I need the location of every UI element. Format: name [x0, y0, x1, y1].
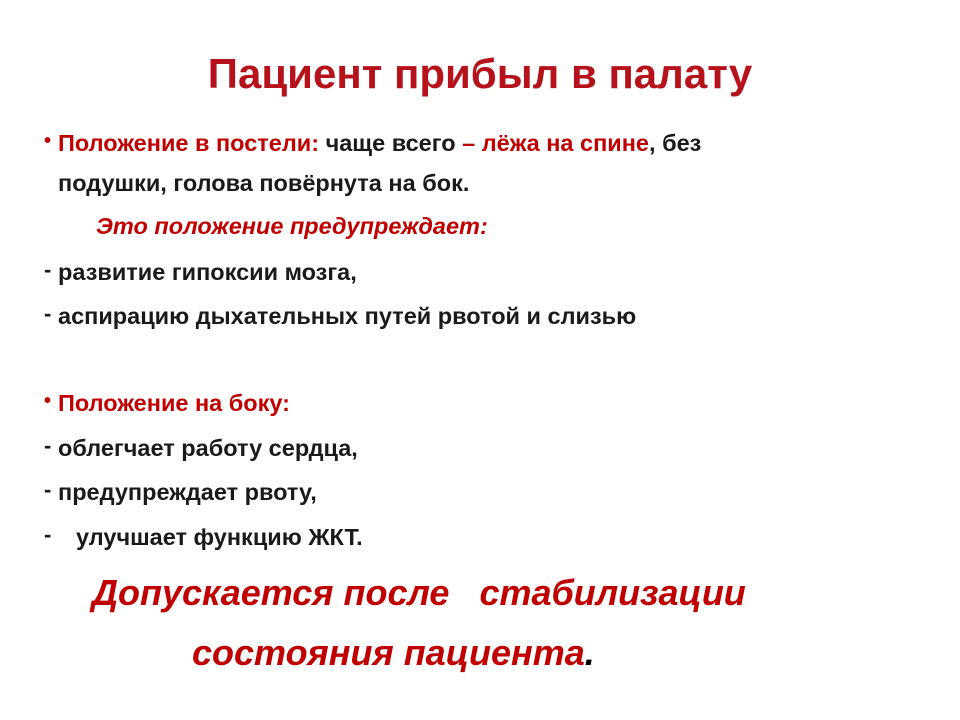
section1-text-b: – лёжа на спине	[462, 130, 650, 156]
section1-heading: Положение в постели:	[58, 130, 320, 156]
dash-marker: -	[44, 522, 52, 547]
prevents-heading: Это положение предупреждает:	[96, 213, 488, 239]
closing-period: .	[584, 632, 595, 673]
dash-marker: -	[44, 433, 52, 458]
closing-line1-b: стабилизации	[479, 572, 746, 613]
bullet-icon: •	[44, 390, 52, 412]
bullet-icon: •	[44, 130, 52, 152]
section2-heading: Положение на боку:	[58, 390, 290, 416]
slide-title: Пациент прибыл в палату	[207, 50, 753, 97]
dash-marker: -	[44, 257, 52, 282]
dash-marker: -	[44, 301, 52, 326]
list-item: улучшает функцию ЖКТ.	[76, 524, 363, 550]
section1-line1	[58, 128, 701, 158]
closing-line2	[192, 630, 595, 676]
section1-text-a: чаще всего	[319, 130, 463, 156]
list-item: аспирацию дыхательных путей рвотой и слизью	[58, 303, 637, 329]
section1-text-c: , без	[649, 130, 702, 156]
list-item: облегчает работу сердца,	[58, 435, 358, 461]
section1-line2: подушки, голова повёрнута на бок.	[58, 170, 470, 196]
closing-line1	[92, 570, 746, 616]
closing-line2-text: состояния пациента	[192, 632, 585, 673]
list-item: развитие гипоксии мозга,	[58, 259, 357, 285]
closing-line1-a: Допускается после	[92, 572, 450, 613]
list-item: предупреждает рвоту,	[58, 479, 317, 505]
dash-marker: -	[44, 477, 52, 502]
